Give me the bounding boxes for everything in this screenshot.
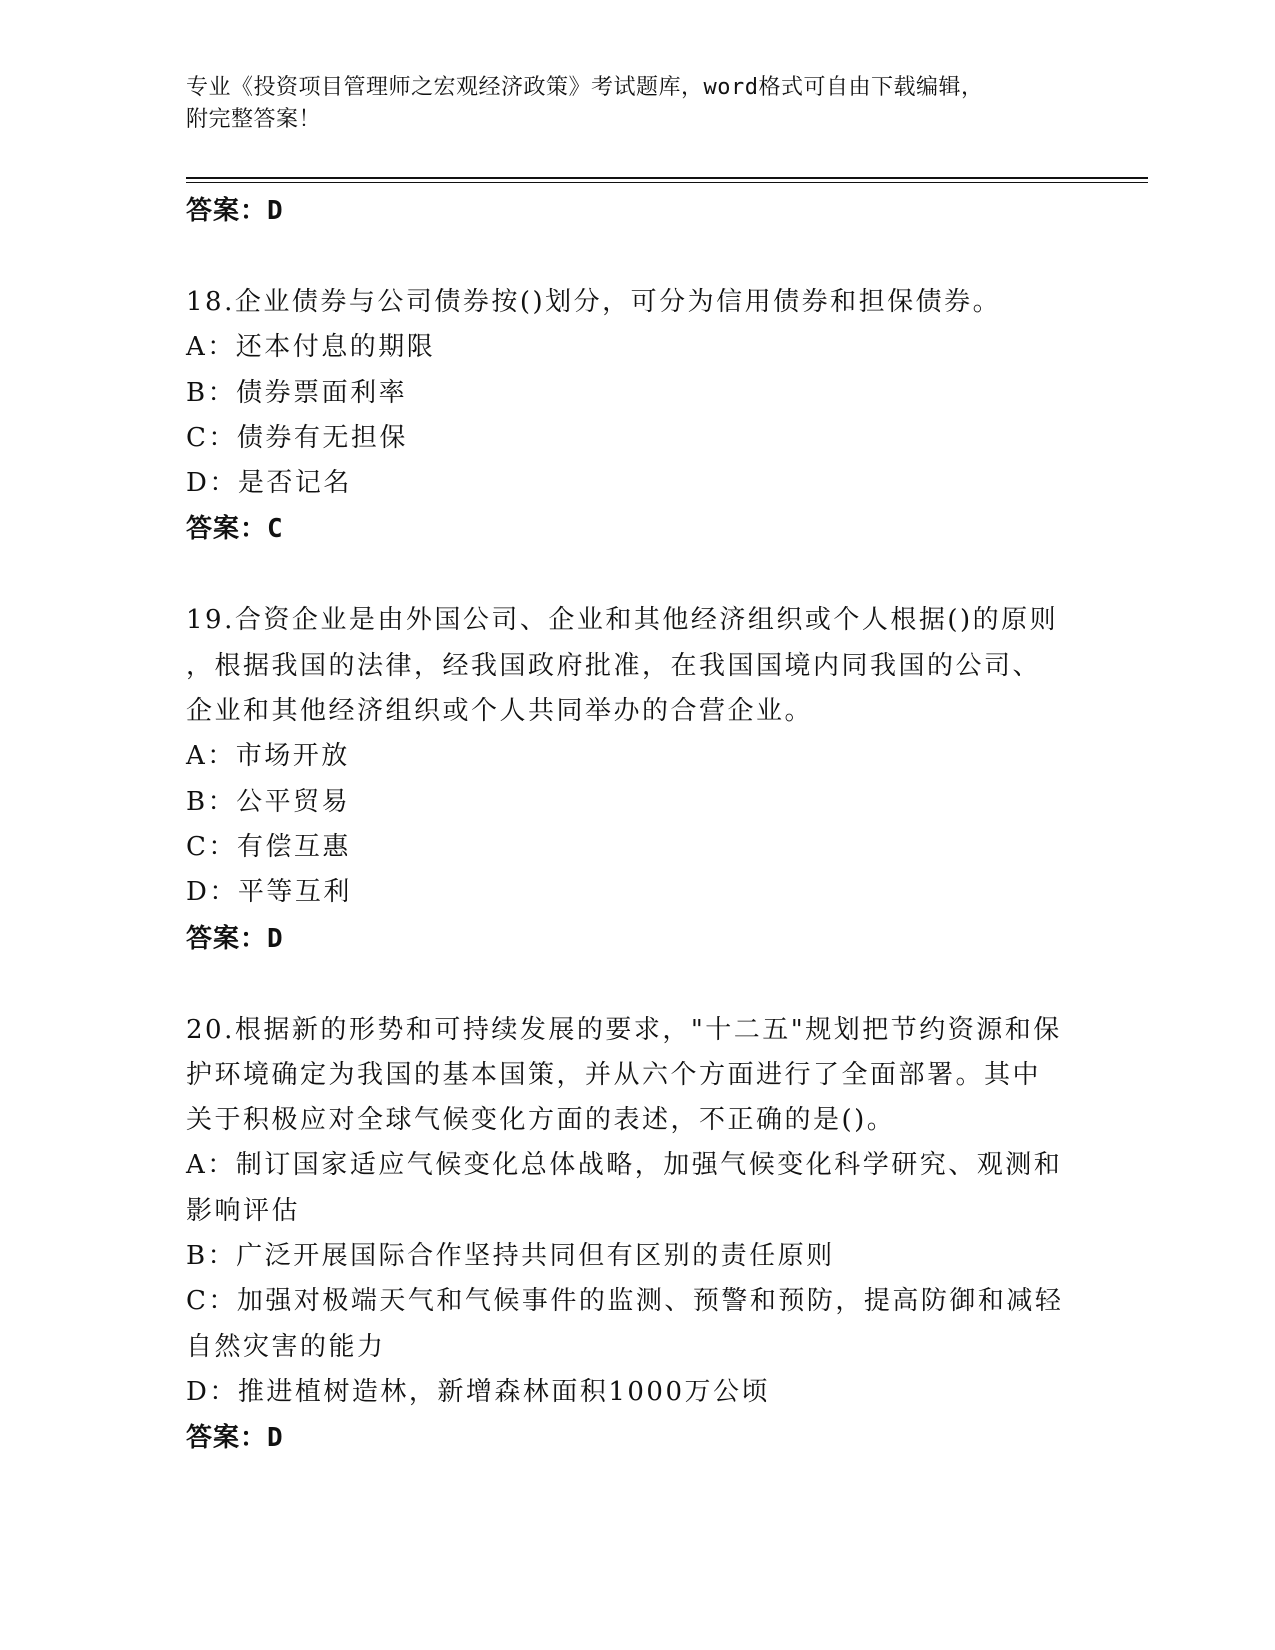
option-text: A：制订国家适应气候变化总体战略，加强气候变化科学研究、观测和 <box>186 1150 1063 1181</box>
option-text: C：有偿互惠 <box>186 831 351 862</box>
option-b <box>186 780 1066 825</box>
question-list <box>186 188 1066 1461</box>
option-b <box>186 1234 1066 1279</box>
question-stem: 关于积极应对全球气候变化方面的表述，不正确的是()。 <box>186 1105 896 1136</box>
question-20 <box>186 1008 1066 1144</box>
spacer <box>186 234 1066 280</box>
header-divider-thin <box>186 182 1148 183</box>
header-line: 专业《投资项目管理师之宏观经济政策》考试题库，word格式可自由下载编辑， <box>186 75 984 100</box>
option-text: C：加强对极端天气和气候事件的监测、预警和预防，提高防御和减轻 <box>186 1286 1064 1317</box>
option-c <box>186 825 1066 870</box>
option-text: A：市场开放 <box>186 741 350 772</box>
option-a <box>186 325 1066 370</box>
spacer <box>186 962 1066 1008</box>
spacer <box>186 552 1066 598</box>
option-text: B：债券票面利率 <box>186 377 408 408</box>
option-text: A：还本付息的期限 <box>186 332 436 363</box>
header-divider <box>186 177 1148 179</box>
option-c <box>186 416 1066 461</box>
option-text: D：推进植树造林，新增森林面积1000万公顷 <box>186 1376 771 1407</box>
option-d <box>186 870 1066 915</box>
answer-line: 答案：D <box>186 1423 284 1454</box>
option-text: 自然灾害的能力 <box>186 1331 386 1362</box>
option-text: 影响评估 <box>186 1195 301 1226</box>
question-stem: 企业和其他经济组织或个人共同举办的合营企业。 <box>186 696 814 727</box>
header-line: 附完整答案！ <box>186 107 322 132</box>
option-c <box>186 1279 1066 1370</box>
question-stem: 19.合资企业是由外国公司、企业和其他经济组织或个人根据()的原则 <box>186 605 1059 636</box>
option-d <box>186 1370 1066 1415</box>
answer-line: 答案：D <box>186 923 284 954</box>
option-text: C：债券有无担保 <box>186 422 408 453</box>
option-text: D：平等互利 <box>186 877 352 908</box>
answer-line: 答案：D <box>186 196 284 226</box>
question-stem: 护环境确定为我国的基本国策，并从六个方面进行了全面部署。其中 <box>186 1059 1042 1090</box>
question-stem: 18.企业债券与公司债券按()划分，可分为信用债券和担保债券。 <box>186 287 1002 317</box>
document-header <box>186 72 1066 136</box>
option-b <box>186 371 1066 416</box>
question-18 <box>186 280 1066 325</box>
question-stem: ，根据我国的法律，经我国政府批准，在我国国境内同我国的公司、 <box>186 650 1042 681</box>
option-d <box>186 461 1066 506</box>
option-a <box>186 1143 1066 1234</box>
question-stem: 20.根据新的形势和可持续发展的要求，"十二五"规划把节约资源和保 <box>186 1014 1062 1045</box>
question-19 <box>186 598 1066 734</box>
option-a <box>186 734 1066 779</box>
option-text: B：广泛开展国际合作坚持共同但有区别的责任原则 <box>186 1241 835 1272</box>
option-text: D：是否记名 <box>186 468 352 499</box>
option-text: B：公平贸易 <box>186 786 351 817</box>
answer-line: 答案：C <box>186 514 284 545</box>
